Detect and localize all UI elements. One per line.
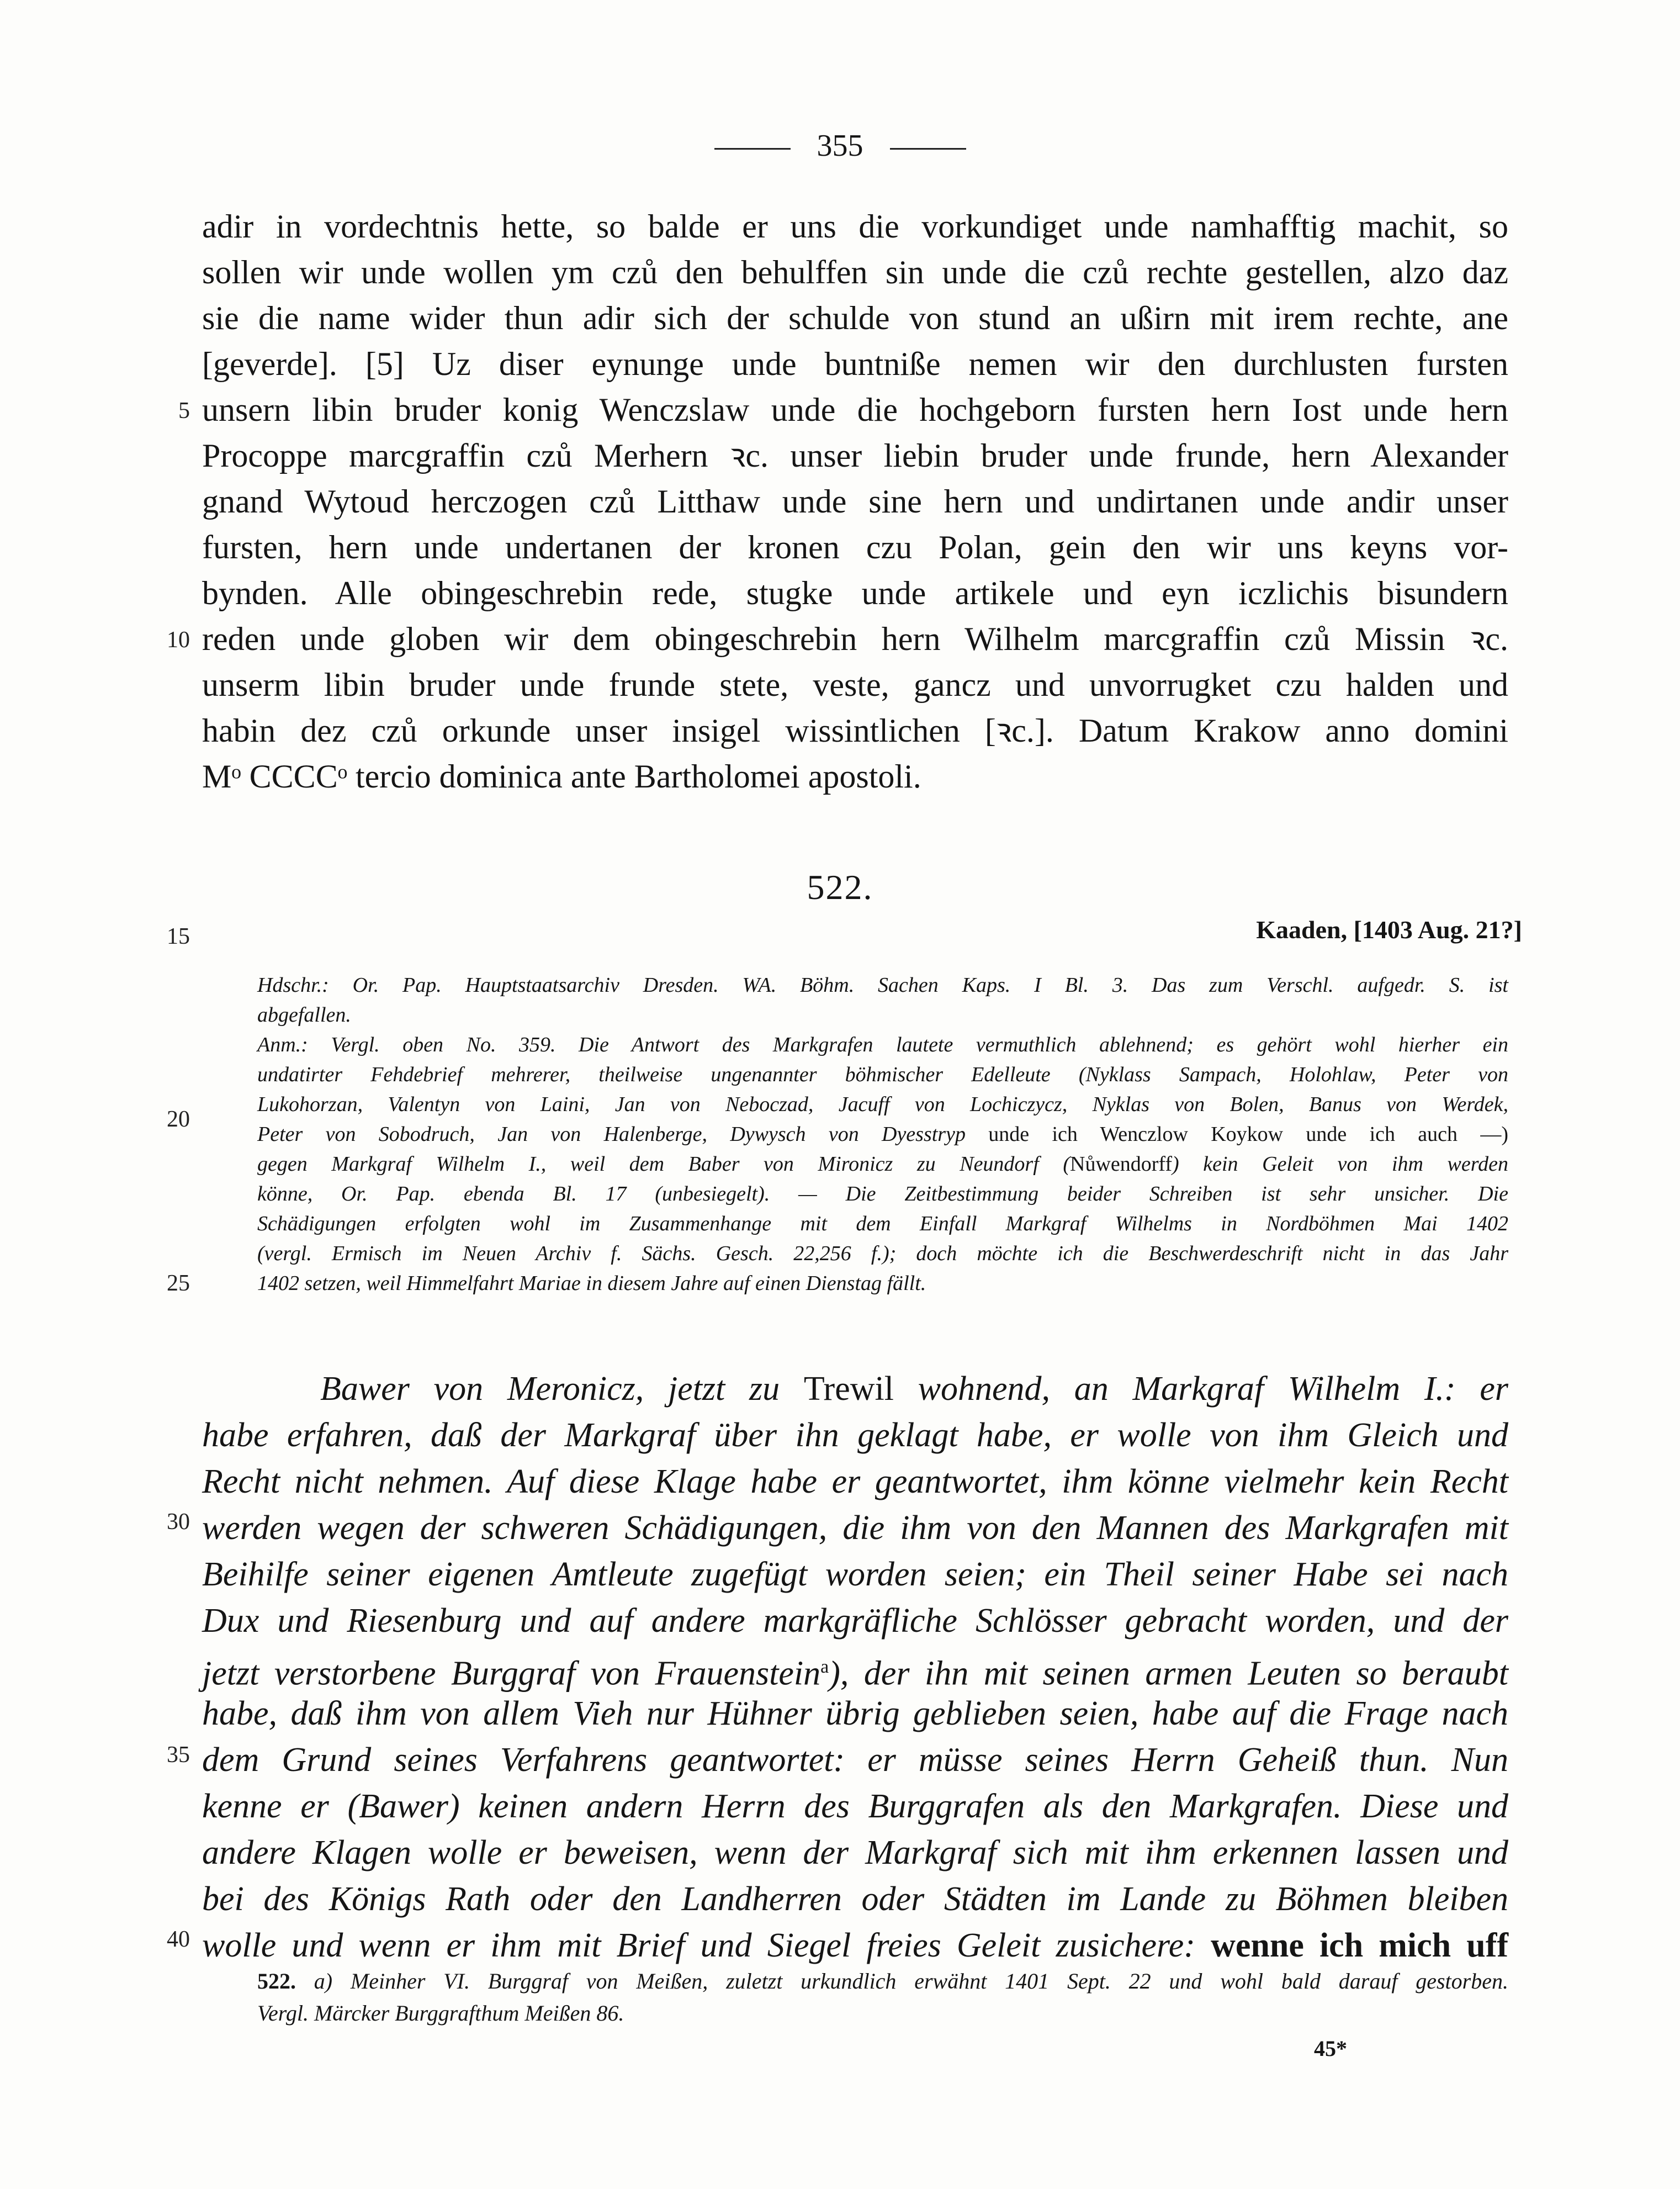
text-line: Mᵒ CCCCᵒ tercio dominica ante Bartholomei apostoli. [202,758,921,795]
note-line [257,1149,1508,1179]
line-number: 20 [167,1107,190,1132]
regest-fragment-upright: Trewil [803,1370,894,1408]
regest-fragment-upright: wenne ich mich uff [1211,1927,1508,1964]
regest-fragment: wolle und wenn er ihm mit Brief und Siegel freies Geleit zusichere: [202,1927,1211,1964]
text-line: fursten, hern unde undertanen der kronen czu Polan, gein den wir uns keyns vor- [202,529,1508,565]
text-line: habin dez czů orkunde unser insigel wissintlichen [ꝛc.]. Datum Krakow anno domini [202,712,1508,749]
page-number: 355 [817,129,863,163]
note-line: Schädigungen erfolgten wohl im Zusammenhange mit dem Einfall Markgraf Wilhelms in Nordböhmen Mai 1402 [257,1212,1508,1235]
line-number: 40 [167,1927,190,1952]
line-number: 30 [167,1509,190,1535]
regest-line: dem Grund seines Verfahrens geantwortet: er müsse seines Herrn Geheiß thun. Nun [202,1741,1508,1779]
text-line: sie die name wider thun adir sich der schulde von stund an ußirn mit irem rechte, ane [202,300,1508,336]
note-line: Anm.: Vergl. oben No. 359. Die Antwort des Markgrafen lautete vermuthlich ablehnend; es gehört wohl hierher ein [257,1033,1508,1056]
note-fragment-upright: Nůwendorff [1070,1152,1173,1176]
regest-line [202,1922,1508,1969]
regest-line: andere Klagen wolle er beweisen, wenn der Markgraf sich mit ihm erkennen lassen und [202,1834,1508,1871]
footnote-number: 522. [257,1969,296,1994]
note-line: könne, Or. Pap. ebenda Bl. 17 (unbesiegelt). — Die Zeitbestimmung beider Schreiben ist sehr unsicher. Die [257,1182,1508,1205]
footnote-marker: a [820,1657,829,1677]
note-fragment: Peter von Sobodruch, Jan von Halenberge, Dywysch von Dyesstryp [257,1123,966,1146]
text-line: [geverde]. [5] Uz diser eynunge unde buntniße nemen wir den durchlusten fursten [202,346,1508,382]
text-line: adir in vordechtnis hette, so balde er uns die vorkundiget unde namhafftig machit, so [202,208,1508,245]
regest-fragment: wohnend, an Markgraf Wilhelm I.: er [893,1370,1508,1408]
footnote-text: a) Meinher VI. Burggraf von Meißen, zuletzt urkundlich erwähnt 1401 Sept. 22 und wohl bald darauf gestorben. [296,1969,1508,1994]
note-line: 1402 setzen, weil Himmelfahrt Mariae in diesem Jahre auf einen Dienstag fällt. [257,1272,926,1295]
regest-line: werden wegen der schweren Schädigungen, die ihm von den Mannen des Markgrafen mit [202,1509,1508,1547]
text-line: sollen wir unde wollen ym czů den behulffen sin unde die czů rechte gestellen, alzo daz [202,254,1508,290]
regest-fragment: ), der ihn mit seinen armen Leuten so beraubt [829,1654,1508,1693]
note-line [257,1119,1508,1149]
footnote-line: Vergl. Märcker Burggrafthum Meißen 86. [257,2001,624,2026]
header-rule-right [890,148,966,150]
text-line: unserm libin bruder unde frunde stete, veste, gancz und unvorrugket czu halden und [202,667,1508,703]
note-line: Hdschr.: Or. Pap. Hauptstaatsarchiv Dresden. WA. Böhm. Sachen Kaps. I Bl. 3. Das zum Verschl. aufgedr. S. ist [257,974,1508,997]
note-fragment-upright: unde ich Wenczlow Koykow unde ich auch —) [965,1123,1508,1146]
text-line: bynden. Alle obingeschrebin rede, stugke unde artikele und eyn iczlichis bisundern [202,575,1508,611]
regest-fragment: Bawer von Meronicz, jetzt zu [320,1370,804,1408]
line-number: 35 [167,1742,190,1768]
document-number: 522. [807,868,873,907]
note-line: (vergl. Ermisch im Neuen Archiv f. Sächs. Gesch. 22,256 f.); doch möchte ich die Beschwerdeschrift nicht in das Jahr [257,1242,1508,1265]
regest-line [202,1644,1508,1693]
regest-line: Beihilfe seiner eigenen Amtleute zugefügt worden seien; ein Theil seiner Habe sei nach [202,1556,1508,1593]
note-fragment: ) kein Geleit von ihm werden [1172,1152,1509,1176]
place-date: Kaaden, [1403 Aug. 21?] [1256,916,1522,944]
text-line: unsern libin bruder konig Wenczslaw unde die hochgeborn fursten hern Iost unde hern [202,392,1508,428]
note-line: undatirter Fehdebrief mehrerer, theilweise ungenannter böhmischer Edelleute (Nyklass Sampach, Holohlaw, Peter von [257,1063,1508,1086]
signature-mark: 45* [1314,2036,1347,2061]
text-line: reden unde globen wir dem obingeschrebin hern Wilhelm marcgraffin czů Missin ꝛc. [202,621,1508,657]
regest-line: Dux und Riesenburg und auf andere markgräfliche Schlösser gebracht worden, und der [202,1602,1508,1640]
line-number: 15 [167,924,190,949]
regest-line: habe erfahren, daß der Markgraf über ihn geklagt habe, er wolle von ihm Gleich und [202,1416,1508,1454]
regest-line: habe, daß ihm von allem Vieh nur Hühner übrig geblieben seien, habe auf die Frage nach [202,1695,1508,1732]
line-number: 5 [178,398,190,424]
page-header [0,128,1680,163]
text-line: Procoppe marcgraffin czů Merhern ꝛc. unser liebin bruder unde frunde, hern Alexander [202,437,1508,474]
footnote-line [257,1966,1508,1997]
regest-line: kenne er (Bawer) keinen andern Herrn des Burggrafen als den Markgrafen. Diese und [202,1788,1508,1825]
text-line: gnand Wytoud herczogen czů Litthaw unde sine hern und undirtanen unde andir unser [202,483,1508,520]
regest-line: Recht nicht nehmen. Auf diese Klage habe er geantwortet, ihm könne vielmehr kein Recht [202,1463,1508,1500]
header-rule-left [714,148,791,150]
regest-line: bei des Königs Rath oder den Landherren oder Städten im Lande zu Böhmen bleiben [202,1880,1508,1918]
line-number: 25 [167,1271,190,1296]
regest-fragment: jetzt verstorbene Burggraf von Frauenstein [202,1654,821,1693]
note-fragment: gegen Markgraf Wilhelm I., weil dem Baber von Mironicz zu Neundorf ( [257,1152,1070,1176]
line-number: 10 [167,627,190,653]
note-line: abgefallen. [257,1003,351,1027]
regest-line [320,1366,1508,1412]
note-line: Lukohorzan, Valentyn von Laini, Jan von Neboczad, Jacuff von Lochiczycz, Nyklas von Bolen, Banus von Werdek, [257,1093,1508,1116]
